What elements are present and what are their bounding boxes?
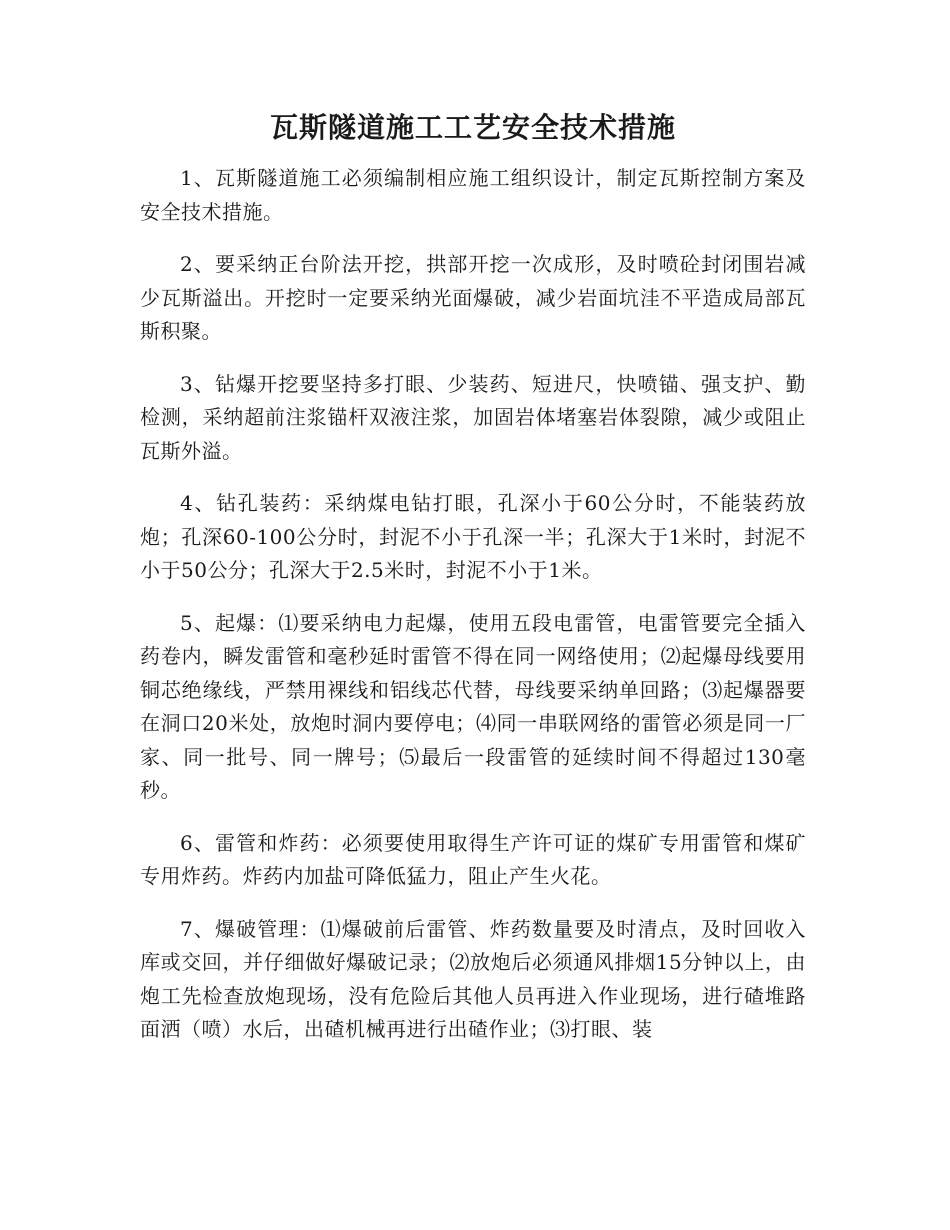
- paragraph-3: 3、钻爆开挖要坚持多打眼、少装药、短进尺，快喷锚、强支护、勤检测，采纳超前注浆锚杆双液注浆，加固岩体堵塞岩体裂隙，减少或阻止瓦斯外溢。: [140, 371, 806, 463]
- paragraph-6: 6、雷管和炸药：必须要使用取得生产许可证的煤矿专用雷管和煤矿专用炸药。炸药内加盐可降低猛力，阻止产生火花。: [140, 830, 806, 888]
- document-page: [140, 108, 806, 1066]
- document-title: 瓦斯隧道施工工艺安全技术措施: [269, 111, 676, 144]
- paragraph-1: 1、瓦斯隧道施工必须编制相应施工组织设计，制定瓦斯控制方案及安全技术措施。: [140, 166, 806, 224]
- paragraph-2: 2、要采纳正台阶法开挖，拱部开挖一次成形，及时喷砼封闭围岩减少瓦斯溢出。开挖时一定要采纳光面爆破，减少岩面坑洼不平造成局部瓦斯积聚。: [140, 252, 806, 343]
- paragraph-4: 4、钻孔装药：采纳煤电钻打眼，孔深小于60公分时，不能装药放炮；孔深60-100公分时，封泥不小于孔深一半；孔深大于1米时，封泥不小于50公分；孔深大于2.5米时，封泥不小于1米。: [140, 491, 806, 582]
- paragraph-7: 7、爆破管理：⑴爆破前后雷管、炸药数量要及时清点，及时回收入库或交回，并仔细做好爆破记录；⑵放炮后必须通风排烟15分钟以上，由炮工先检查放炮现场，没有危险后其他人员再进入作业现场，进行碴堆路面洒（喷）水后，出碴机械再进行出碴作业；⑶打眼、装: [140, 916, 806, 1041]
- paragraph-5: 5、起爆：⑴要采纳电力起爆，使用五段电雷管，电雷管要完全插入药卷内，瞬发雷管和毫秒延时雷管不得在同一网络使用；⑵起爆母线要用铜芯绝缘线，严禁用裸线和铝线芯代替，母线要采纳单回路；⑶起爆器要在洞口20米处，放炮时洞内要停电；⑷同一串联网络的雷管必须是同一厂家、同一批号、同一牌号；⑸最后一段雷管的延续时间不得超过130毫秒。: [140, 610, 806, 802]
